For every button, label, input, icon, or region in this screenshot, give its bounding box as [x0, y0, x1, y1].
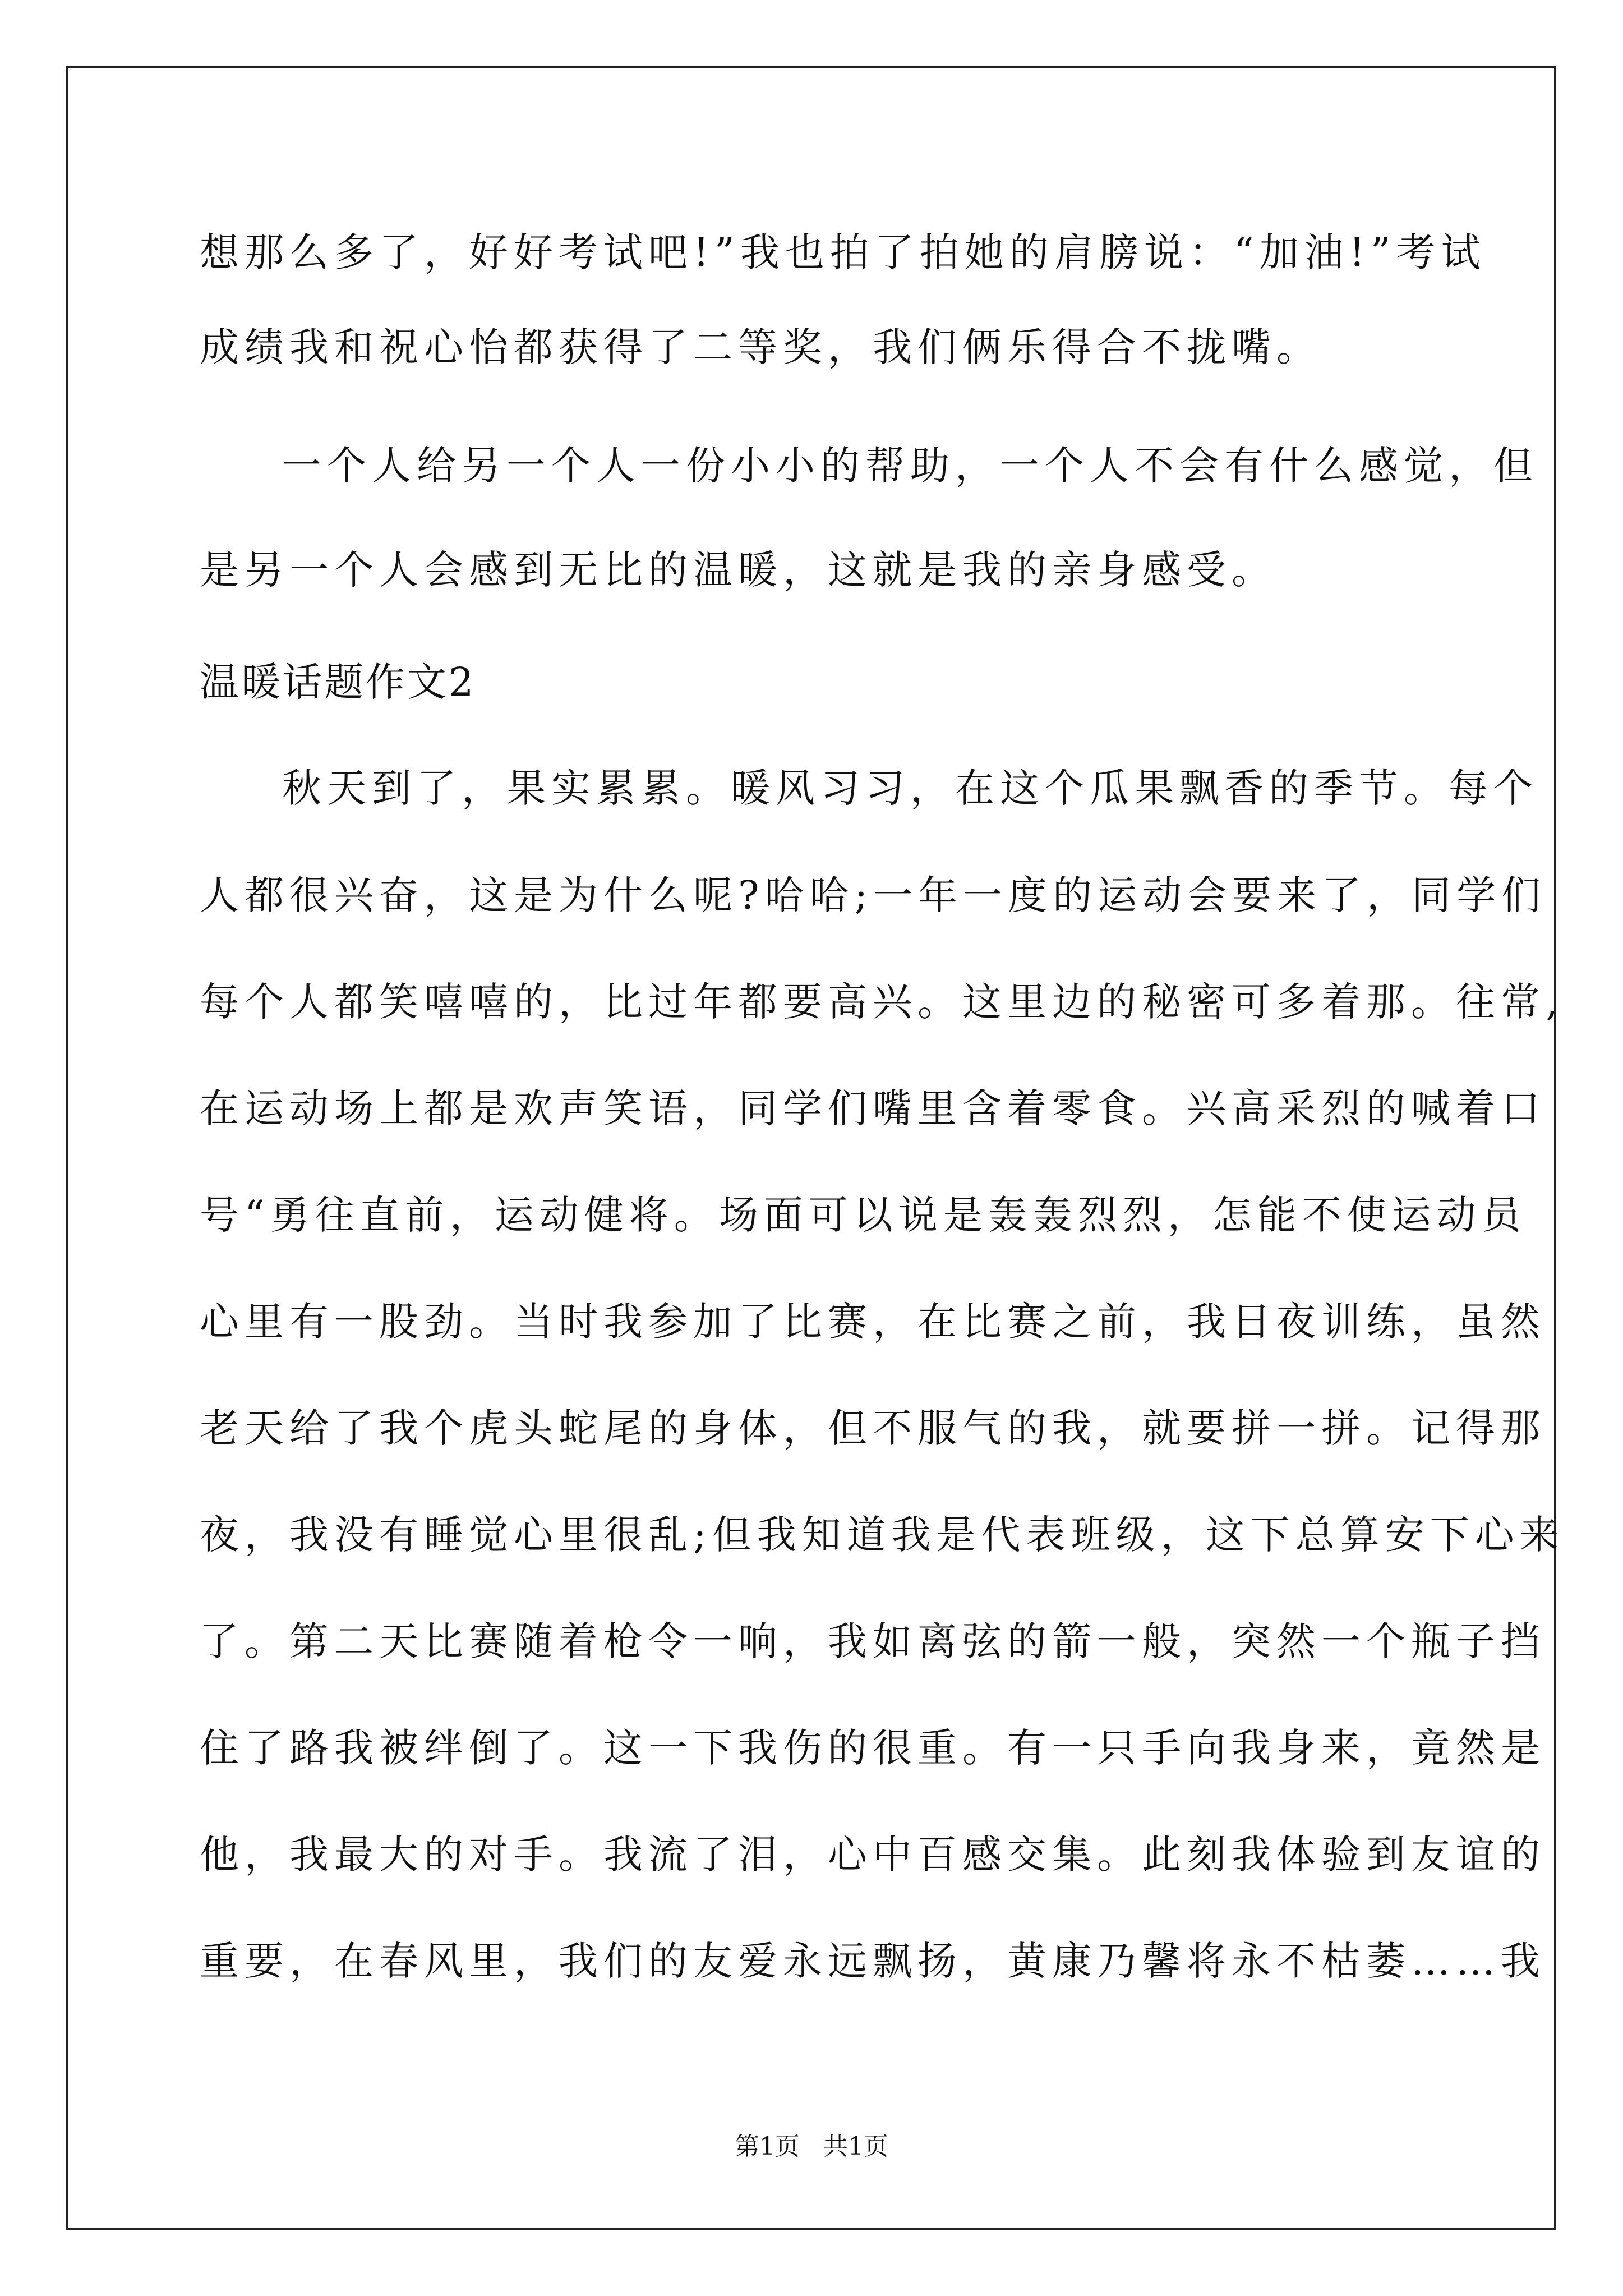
text-line-7: 人都很兴奋，这是为什么呢?哈哈;一年一度的运动会要来了，同学们	[200, 872, 1547, 918]
text-line-8: 每个人都笑嘻嘻的，比过年都要高兴。这里边的秘密可多着那。往常,	[200, 979, 1564, 1025]
text-line-15: 住了路我被绊倒了。这一下我伤的很重。有一只手向我身来，竟然是	[200, 1725, 1546, 1771]
text-line-9: 在运动场上都是欢声笑语，同学们嘴里含着零食。兴高采烈的喊着口	[200, 1085, 1546, 1131]
text-line-12: 老天给了我个虎头蛇尾的身体，但不服气的我，就要拼一拼。记得那	[200, 1405, 1546, 1451]
text-line-6: 秋天到了，果实累累。暖风习习，在这个瓜果飘香的季节。每个	[282, 765, 1538, 811]
text-line-13: 夜，我没有睡觉心里很乱;但我知道我是代表班级，这下总算安下心来	[200, 1512, 1565, 1558]
page-footer: 第1页 共1页	[735, 2132, 888, 2161]
text-line-14: 了。第二天比赛随着枪令一响，我如离弦的箭一般，突然一个瓶子挡	[200, 1618, 1546, 1664]
text-line-2: 成绩我和祝心怡都获得了二等奖，我们俩乐得合不拢嘴。	[200, 324, 1321, 370]
text-line-3: 一个人给另一个人一份小小的帮助，一个人不会有什么感觉，但	[282, 443, 1538, 489]
page-border	[66, 66, 1556, 2230]
text-line-4: 是另一个人会感到无比的温暖，这就是我的亲身感受。	[200, 547, 1276, 593]
text-line-1: 想那么多了，好好考试吧!”我也拍了拍她的肩膀说：“加油!”考试	[200, 229, 1486, 275]
section-heading: 温暖话题作文2	[200, 659, 476, 705]
text-line-11: 心里有一股劲。当时我参加了比赛，在比赛之前，我日夜训练，虽然	[200, 1299, 1546, 1345]
text-line-17: 重要，在春风里，我们的友爱永远飘扬，黄康乃馨将永不枯萎……我	[200, 1938, 1546, 1984]
text-line-16: 他，我最大的对手。我流了泪，心中百感交集。此刻我体验到友谊的	[200, 1832, 1546, 1878]
text-line-10: 号“勇往直前，运动健将。场面可以说是轰轰烈烈，怎能不使运动员	[200, 1192, 1527, 1238]
